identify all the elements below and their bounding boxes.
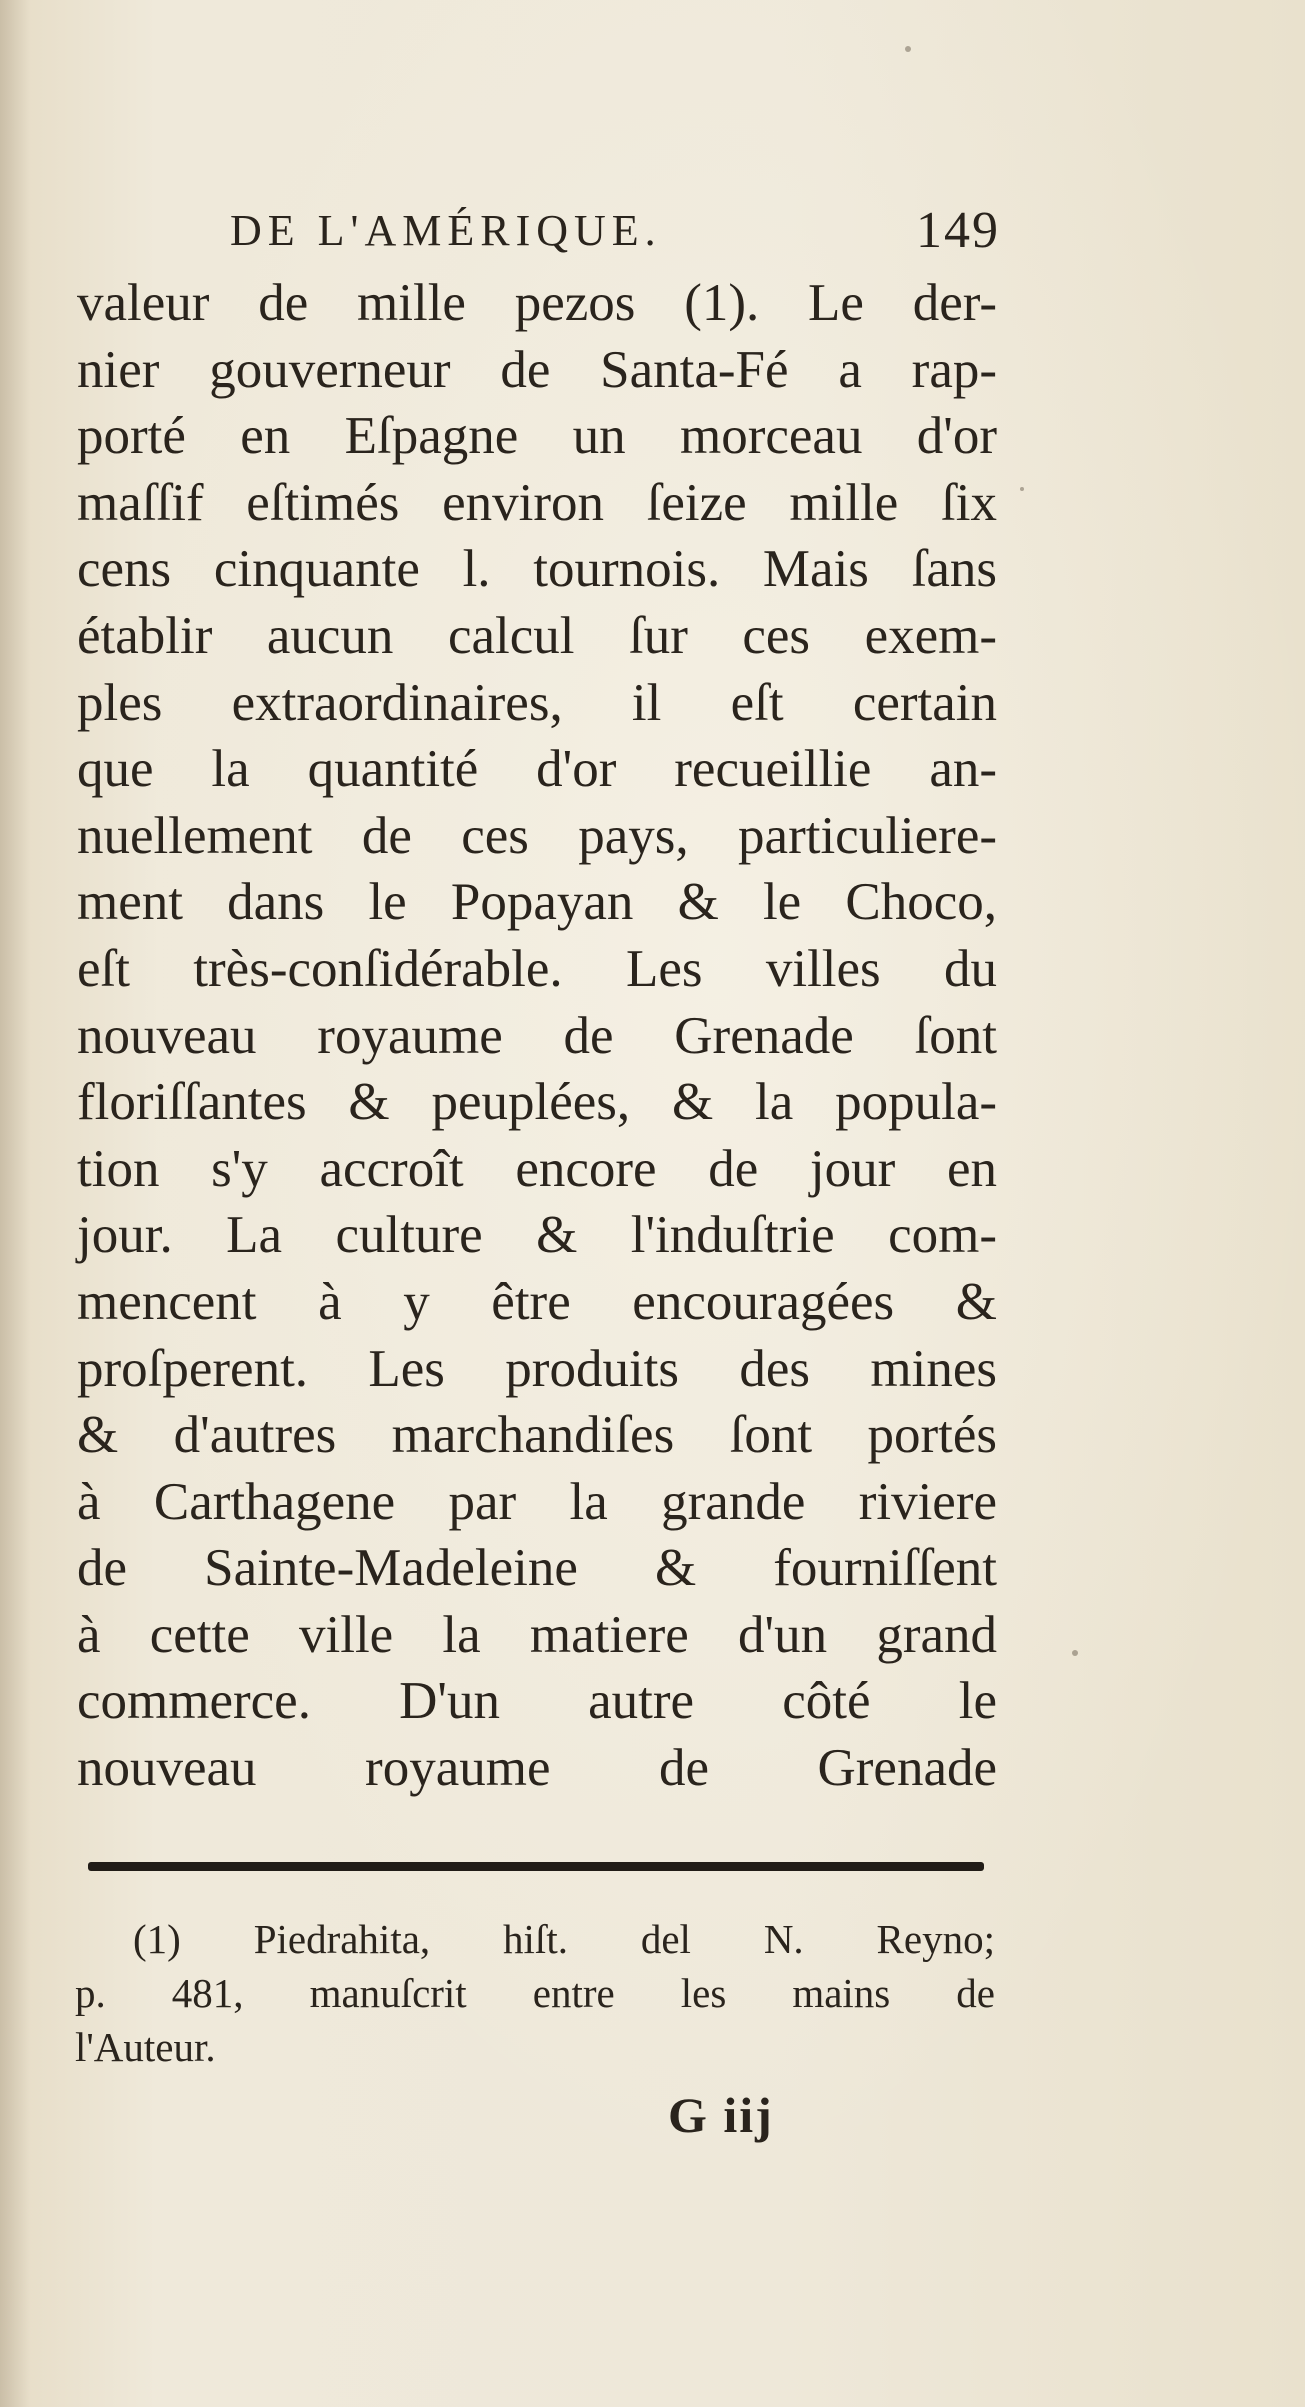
footnote-line: p. 481, manuſcrit entre les mains de bbox=[75, 1970, 995, 2016]
text-line: valeur de mille pezos (1). Le der- bbox=[77, 274, 997, 332]
text-line: de Sainte-Madeleine & fourniſſent bbox=[77, 1539, 997, 1598]
signature-mark: G iij bbox=[668, 2087, 774, 2143]
footnote-line: (1) Piedrahita, hiſt. del N. Reyno; bbox=[133, 1916, 995, 1962]
text-line: nouveau royaume de Grenade bbox=[77, 1739, 997, 1798]
text-line: établir aucun calcul ſur ces exem- bbox=[77, 606, 997, 665]
text-line: nuellement de ces pays, particuliere- bbox=[77, 806, 997, 865]
page-header bbox=[230, 202, 1000, 265]
running-head: DE L'AMÉRIQUE. bbox=[230, 206, 662, 255]
paper-speck bbox=[1020, 487, 1024, 491]
paper-speck bbox=[1072, 1650, 1078, 1656]
text-line: porté en Eſpagne un morceau d'or bbox=[77, 407, 997, 466]
text-line: cens cinquante l. tournois. Mais ſans bbox=[77, 540, 997, 599]
text-line: floriſſantes & peuplées, & la popula- bbox=[77, 1073, 997, 1132]
footnote-line: l'Auteur. bbox=[75, 2024, 216, 2070]
text-line: à cette ville la matiere d'un grand bbox=[77, 1605, 997, 1664]
text-line: jour. La culture & l'induſtrie com- bbox=[77, 1206, 997, 1265]
body-text bbox=[77, 270, 997, 1802]
text-line: nouveau royaume de Grenade ſont bbox=[77, 1006, 997, 1065]
text-line: nier gouverneur de Santa-Fé a rap- bbox=[77, 340, 997, 399]
paper-speck bbox=[905, 46, 911, 52]
text-line: tion s'y accroît encore de jour en bbox=[77, 1139, 997, 1198]
text-line: commerce. D'un autre côté le bbox=[77, 1672, 997, 1731]
text-line: mencent à y être encouragées & bbox=[77, 1272, 997, 1331]
text-line: proſperent. Les produits des mines bbox=[77, 1339, 997, 1398]
text-line: que la quantité d'or recueillie an- bbox=[77, 740, 997, 799]
footnote-rule bbox=[88, 1862, 984, 1871]
text-line: eſt très-conſidérable. Les villes du bbox=[77, 939, 997, 998]
text-line: & d'autres marchandiſes ſont portés bbox=[77, 1406, 997, 1465]
page-number: 149 bbox=[916, 202, 1000, 259]
gutter-shadow bbox=[0, 0, 30, 2407]
text-line: ples extraordinaires, il eſt certain bbox=[77, 673, 997, 732]
footnote bbox=[75, 1912, 995, 2074]
text-line: ment dans le Popayan & le Choco, bbox=[77, 873, 997, 932]
text-line: maſſif eſtimés environ ſeize mille ſix bbox=[77, 473, 997, 532]
text-line: à Carthagene par la grande riviere bbox=[77, 1472, 997, 1531]
